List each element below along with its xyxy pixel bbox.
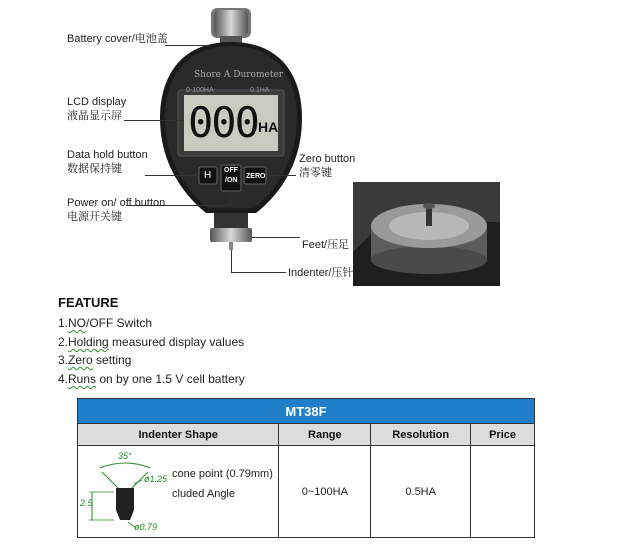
battery-leader — [165, 45, 210, 46]
zero-button-callout: Zero button — [299, 153, 356, 165]
hold-leader — [145, 175, 199, 176]
cell-indenter-shape — [78, 446, 279, 538]
indenter-shape — [229, 242, 233, 250]
drawing-height: 2.5 — [80, 498, 93, 508]
zero-leader — [266, 175, 296, 176]
indenter-label: Indenter/压针 — [288, 267, 354, 279]
feet-label: Feet/压足 — [302, 239, 350, 251]
power-button-callout: Power on/ off button — [67, 197, 166, 209]
shape-description — [172, 464, 273, 504]
lcd-unit: HA — [258, 119, 279, 135]
shape-desc-line2: cluded Angle — [172, 488, 235, 500]
feature-item-2: 2.Holding measured display values — [58, 335, 245, 349]
lcd-sub-left: 0-100HA — [186, 87, 214, 94]
lcd-display-label: LCD display — [67, 96, 127, 108]
header-range: Range — [279, 424, 371, 446]
feature-item-4: 4.Runs on by one 1.5 V cell battery — [58, 372, 245, 386]
zero-button-callout-cn: 清零键 — [299, 167, 332, 179]
lcd-leader — [124, 120, 184, 121]
power-leader-v — [230, 190, 231, 206]
header-indenter-shape: Indenter Shape — [78, 424, 279, 446]
drawing-tip-top: ø1.25 — [144, 474, 168, 484]
lcd-display-label-cn: 液晶显示屏 — [67, 110, 122, 122]
data-hold-label-cn: 数据保持键 — [67, 163, 122, 175]
feature-item-3: 3.Zero setting — [58, 353, 132, 367]
shape-desc-line1: cone point (0.79mm) — [172, 468, 273, 480]
off-button-label[interactable]: OFF — [224, 167, 238, 174]
header-price: Price — [471, 424, 535, 446]
feet-leader — [252, 237, 300, 238]
power-button-callout-cn: 电源开关键 — [67, 211, 122, 223]
drawing-angle: 35° — [118, 451, 132, 461]
device-brand-text: Shore A Durometer — [194, 70, 284, 80]
cell-price — [471, 446, 535, 538]
on-button-label[interactable]: /ON — [225, 177, 238, 184]
zero-button-label[interactable]: ZERO — [246, 173, 266, 180]
feature-item-1: 1.NO/OFF Switch — [58, 316, 153, 330]
table-title: MT38F — [78, 399, 535, 424]
cell-resolution: 0.5HA — [371, 446, 471, 538]
lcd-sub-right: 0.1HA — [250, 87, 270, 94]
battery-cover-label: Battery cover/电池盖 — [67, 33, 168, 45]
cell-range: 0~100HA — [279, 446, 371, 538]
indenter-photo — [353, 182, 500, 286]
feature-title: FEATURE — [58, 295, 119, 310]
lcd-reading: 000 — [188, 98, 258, 147]
feet-shape — [210, 228, 252, 242]
drawing-tip-bottom: ø0.79 — [134, 522, 158, 532]
hold-button-label[interactable]: H — [204, 170, 212, 181]
indenter-leader-v — [231, 250, 232, 272]
spec-table — [77, 398, 535, 538]
indenter-leader-h — [231, 272, 286, 273]
header-resolution: Resolution — [371, 424, 471, 446]
data-hold-label: Data hold button — [67, 149, 148, 161]
